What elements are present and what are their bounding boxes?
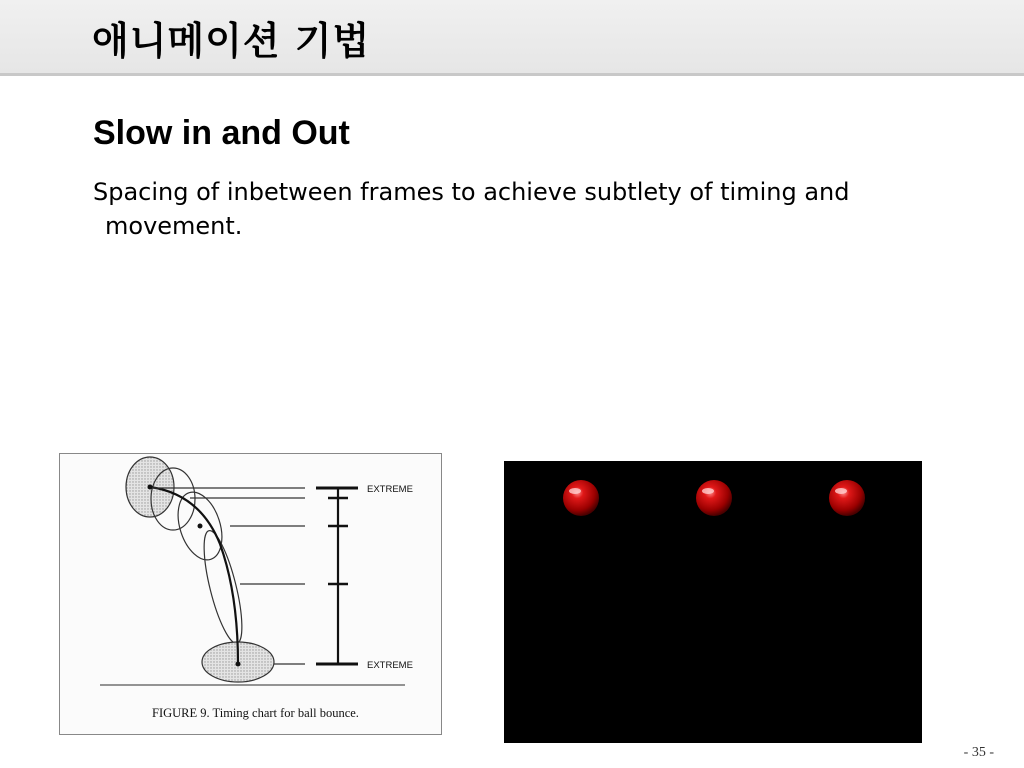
figure-caption: FIGURE 9. Timing chart for ball bounce. bbox=[152, 706, 359, 720]
title-bar bbox=[0, 0, 1024, 76]
red-ball-2 bbox=[696, 480, 732, 516]
red-ball-1 bbox=[563, 480, 599, 516]
ball-animation-drawing bbox=[504, 461, 922, 743]
timing-chart-figure bbox=[59, 453, 442, 735]
body-text-line-1: Spacing of inbetween frames to achieve subtlety of timing and bbox=[93, 178, 850, 206]
ball-animation-figure bbox=[504, 461, 922, 743]
red-ball-3 bbox=[829, 480, 865, 516]
path-of-action bbox=[150, 487, 238, 664]
ball-drawing-4 bbox=[196, 528, 249, 647]
extreme-bottom-label: EXTREME bbox=[367, 660, 413, 671]
body-text bbox=[93, 175, 943, 243]
extreme-top-label: EXTREME bbox=[367, 484, 413, 495]
page-number: - 35 - bbox=[963, 745, 994, 760]
section-heading: Slow in and Out bbox=[93, 114, 350, 152]
timing-chart-drawing bbox=[60, 454, 441, 734]
slide-title: 애니메이션 기법 bbox=[92, 19, 371, 63]
body-text-line-2: movement. bbox=[105, 212, 243, 240]
